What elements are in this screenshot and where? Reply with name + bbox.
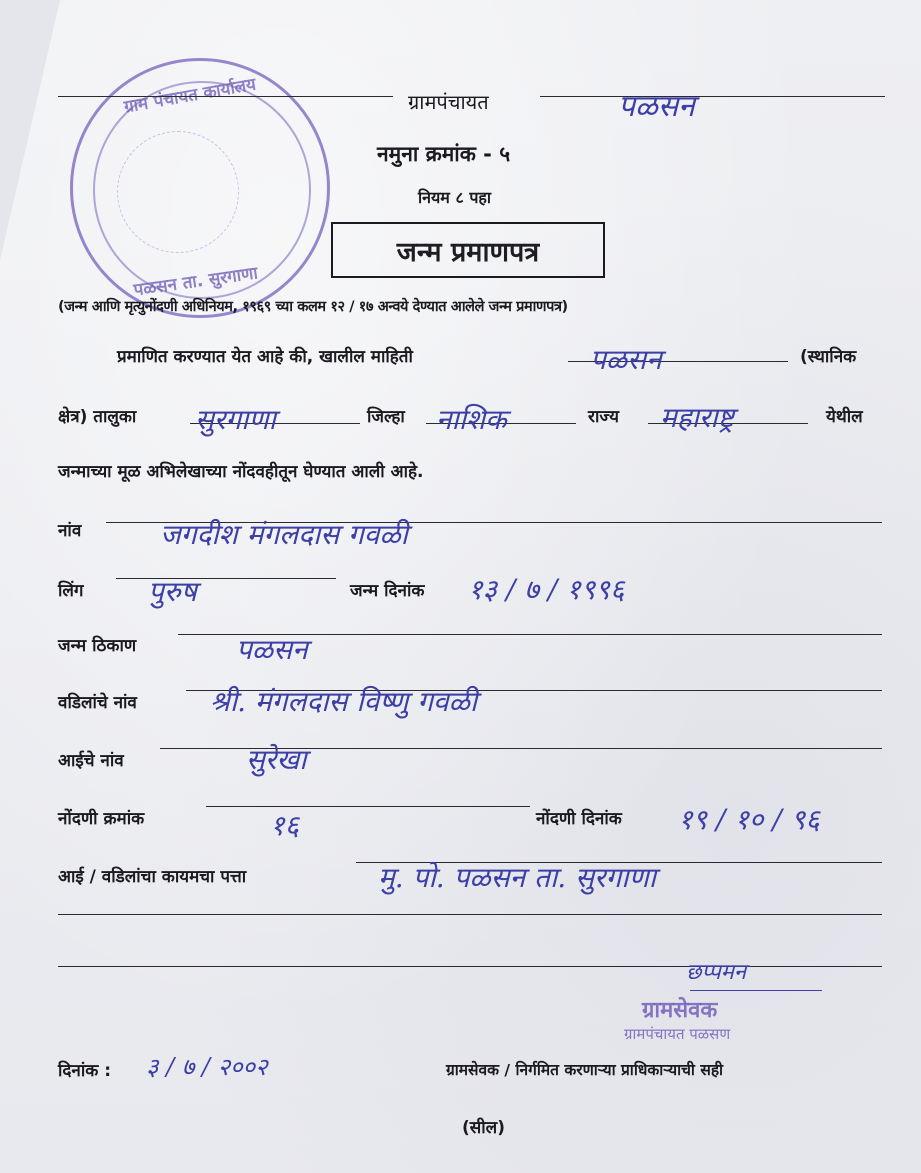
registration-number-line [206,806,530,807]
gram-panchayat-value: पळसन [618,89,695,124]
stamp-emblem-icon [117,131,239,253]
father-name-value: श्री. मंगलदास विष्णु गवळी [210,685,478,718]
father-name-label: वडिलांचे नांव [58,693,137,713]
registration-number-label: नोंदणी क्रमांक [58,809,145,829]
seal-label: (सील) [462,1118,505,1138]
area-taluka-label: क्षेत्र) तालुका [58,407,137,427]
registration-number-value: १६ [270,809,300,842]
form-number: नमुना क्रमांक - ५ [377,142,511,166]
state-value: महाराष्ट्र [660,401,734,434]
stamp-top-text: ग्राम पंचायत कार्यालय [122,74,258,118]
header-line-left [58,96,393,97]
stamp-bottom-text: पळसन ता. सुरगाणा [132,263,260,301]
state-label: राज्य [588,407,619,427]
official-seal-title: ग्रामसेवक [642,998,718,1023]
birthplace-value: पळसन [236,633,308,666]
date-value: ३ / ७ / २००२ [146,1053,268,1081]
sex-value: पुरुष [148,575,197,608]
header-line-right [540,96,885,97]
signature-underline [690,990,822,991]
gram-panchayat-label: ग्रामपंचायत [408,90,489,114]
date-label: दिनांक : [58,1061,112,1081]
permanent-address-label: आई / वडिलांचा कायमचा पत्ता [58,867,247,887]
signatory-label: ग्रामसेवक / निर्गमित करणाऱ्या प्राधिकाऱ्याची सही [446,1061,724,1079]
sex-label: लिंग [58,581,84,601]
certify-text-start: प्रमाणित करण्यात येत आहे की, खालील माहिती [117,347,413,367]
place-value: पळसन [590,343,662,376]
gram-panchayat-round-stamp [70,58,330,318]
dob-label: जन्म दिनांक [350,581,425,601]
registration-date-value: १९ / १० / ९६ [678,803,820,836]
signature: छप्पमन [686,960,747,985]
address-line-2 [58,914,882,915]
permanent-address-value: मु. पो. पळसन ता. सुरगाणा [378,861,656,894]
there-label: येथील [826,407,863,427]
registration-date-label: नोंदणी दिनांक [536,809,622,829]
certificate-title: जन्म प्रमाणपत्र [396,236,540,268]
official-seal-place: ग्रामपंचायत पळसण [624,1025,731,1043]
certificate-title-box [331,222,605,278]
birthplace-label: जन्म ठिकाण [58,636,137,656]
district-value: नाशिक [436,403,507,436]
paper-fold-shadow [0,0,60,260]
mother-name-value: सुरेखा [246,743,307,776]
name-value: जगदीश मंगलदास गवळी [160,518,408,551]
district-label: जिल्हा [367,407,405,427]
rule-reference: नियम ८ पहा [418,188,492,207]
act-note: (जन्म आणि मृत्युनोंदणी अधिनियम, १९६९ च्या कलम १२ / १७ अन्वये देण्यात आलेले जन्म प्रमाणपत्र) [58,299,568,315]
name-label: नांव [58,521,82,541]
address-line-3 [58,966,882,967]
certify-text-end: जन्माच्या मूळ अभिलेखाच्या नोंदवहीतून घेण्यात आली आहे. [58,462,424,482]
dob-value: १३ / ७ / १९९६ [468,573,625,606]
taluka-value: सुरगाणा [195,403,276,436]
local-area-label: (स्थानिक [800,347,857,367]
mother-name-label: आईचे नांव [58,751,124,771]
